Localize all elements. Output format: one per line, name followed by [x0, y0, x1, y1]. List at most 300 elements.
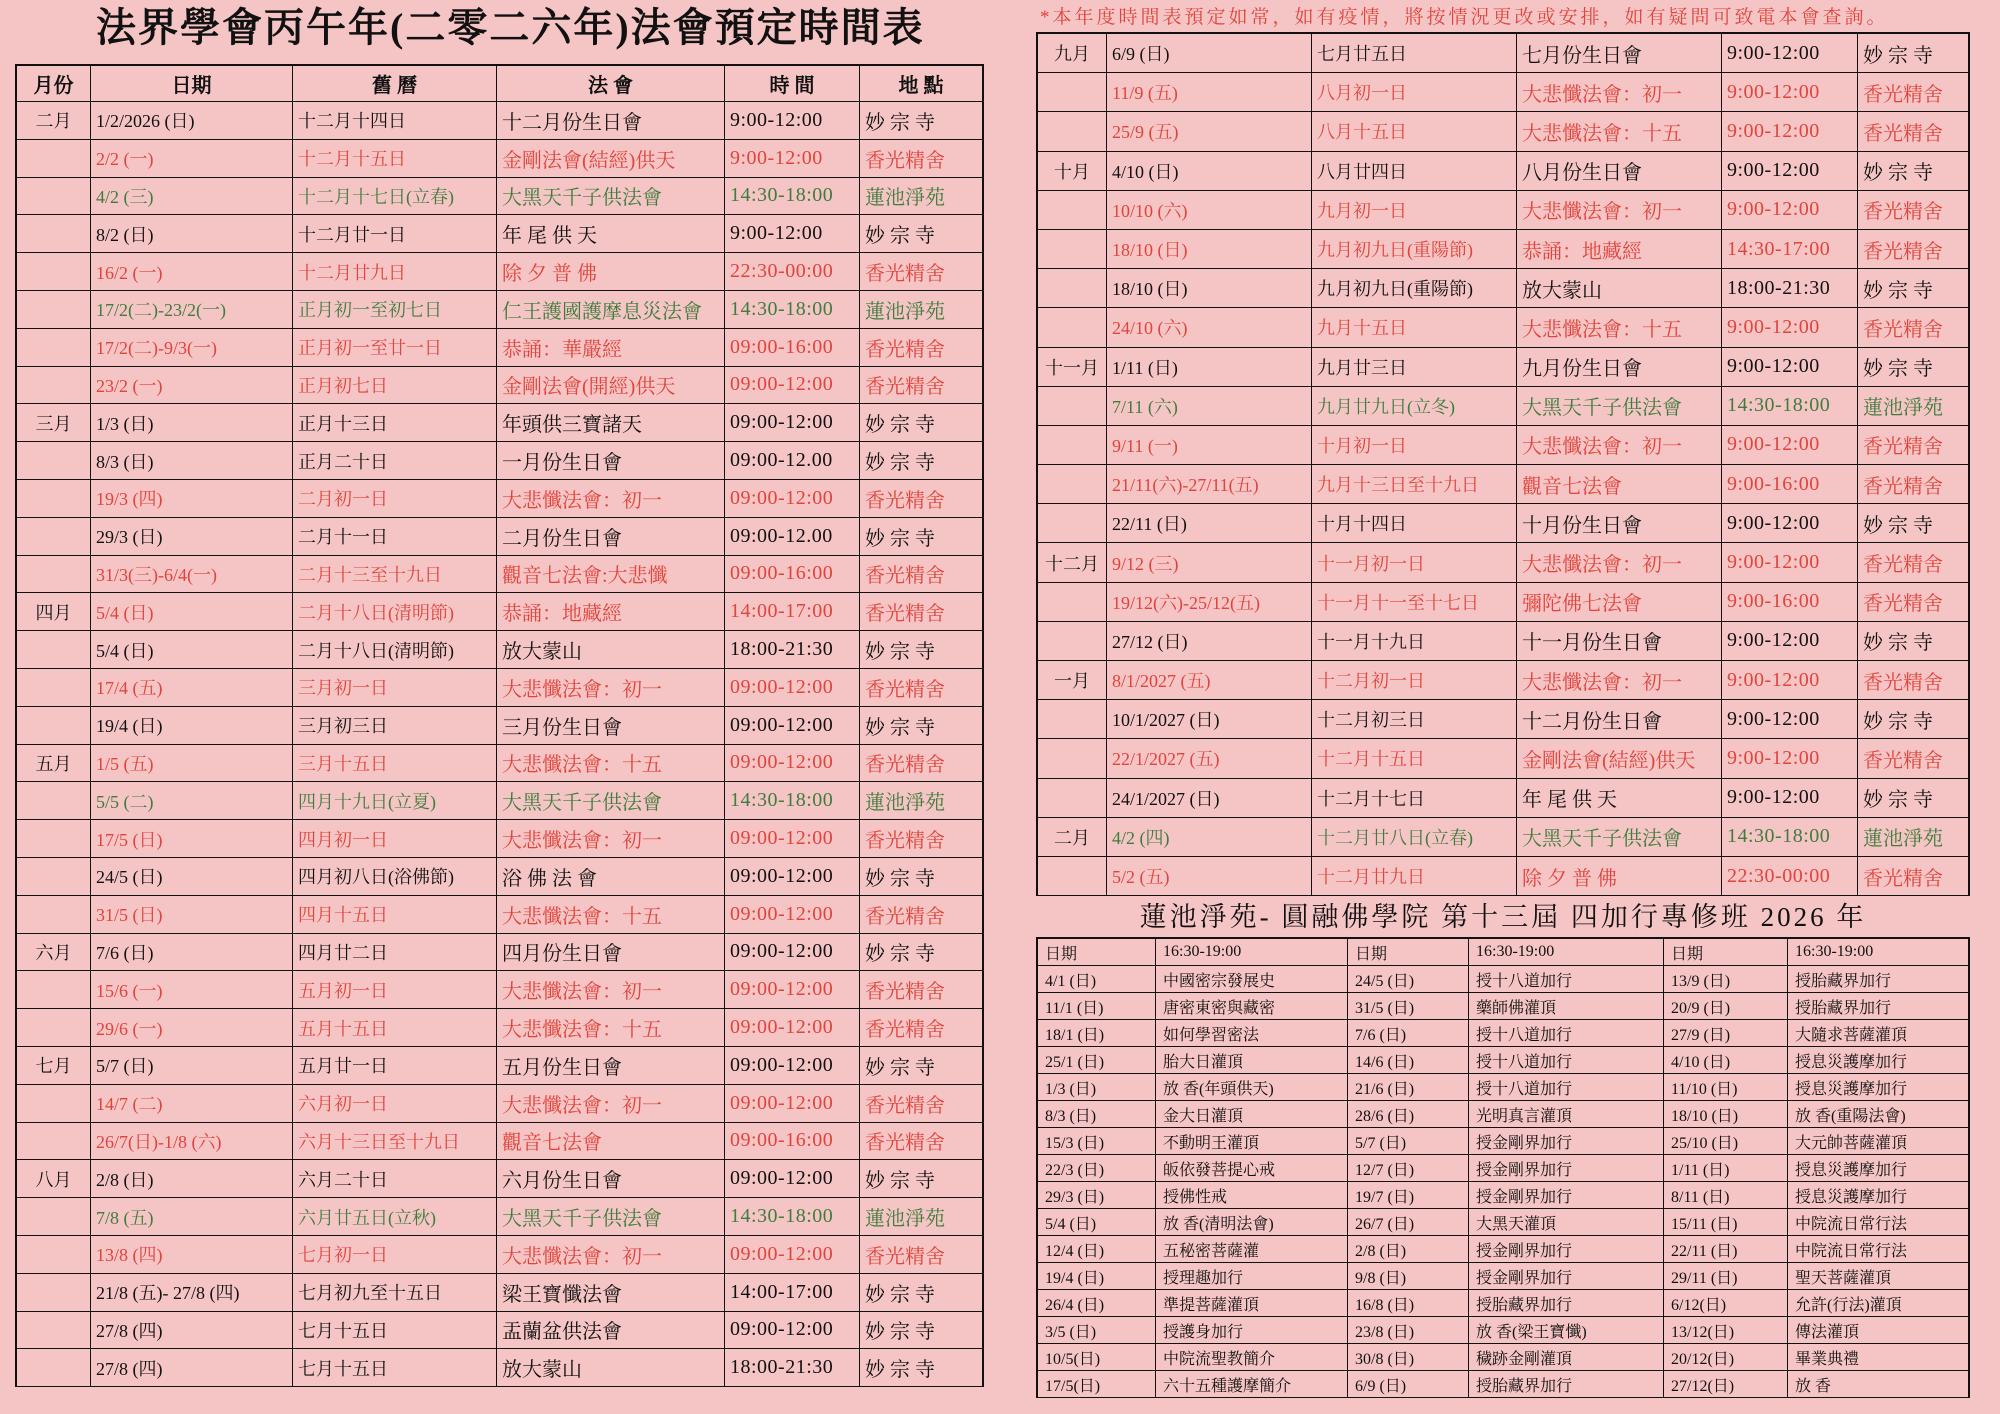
date-cell: 26/7(日)-1/8 (六) [91, 1123, 293, 1161]
course-row [1038, 1074, 1970, 1101]
event-cell: 十一月份生日會 [1517, 622, 1722, 661]
schedule-row [1038, 308, 1970, 347]
course-topic-cell: 穢跡金剛灌頂 [1469, 1344, 1664, 1371]
event-cell: 仁王護國護摩息災法會 [497, 291, 725, 329]
time-cell: 09:00-12:00 [725, 367, 860, 405]
column-header-date: 日期 [1348, 939, 1469, 966]
time-cell: 9:00-12:00 [1722, 152, 1858, 191]
lunar-date-cell: 七月十五日 [293, 1349, 497, 1387]
course-topic-cell: 大隨求菩薩灌頂 [1788, 1020, 1970, 1047]
event-cell: 放大蒙山 [1517, 269, 1722, 308]
month-cell [17, 367, 91, 405]
schedule-row [17, 1123, 984, 1161]
schedule-row [17, 215, 984, 253]
month-cell [17, 707, 91, 745]
date-cell: 19/4 (日) [91, 707, 293, 745]
month-cell [1038, 504, 1107, 543]
course-topic-cell: 授胎藏界加行 [1788, 993, 1970, 1020]
time-cell: 14:30-18:00 [1722, 818, 1858, 857]
date-cell: 27/12 (日) [1107, 622, 1312, 661]
schedule-row [1038, 504, 1970, 543]
course-date-cell: 25/1 (日) [1038, 1047, 1156, 1074]
course-date-cell: 8/11 (日) [1664, 1182, 1788, 1209]
time-cell: 9:00-12:00 [1722, 34, 1858, 73]
venue-cell: 香光精舍 [1858, 73, 1970, 112]
lunar-date-cell: 十二月廿一日 [293, 215, 497, 253]
notice-text: *本年度時間表預定如常，如有疫情，將按情況更改或安排，如有疑問可致電本會查詢。 [1040, 7, 1889, 28]
course-topic-cell: 授胎藏界加行 [1469, 1290, 1664, 1317]
time-cell: 9:00-12:00 [725, 102, 860, 140]
event-cell: 年 尾 供 天 [1517, 779, 1722, 818]
course-header-row [1038, 939, 1970, 966]
lunar-date-cell: 八月廿四日 [1312, 152, 1517, 191]
venue-cell: 香光精舍 [860, 896, 984, 934]
month-cell [1038, 857, 1107, 896]
schedule-row [17, 1085, 984, 1123]
date-cell: 21/8 (五)- 27/8 (四) [91, 1274, 293, 1312]
course-date-cell: 15/3 (日) [1038, 1128, 1156, 1155]
event-cell: 八月份生日會 [1517, 152, 1722, 191]
event-cell: 大悲懺法會：初一 [497, 820, 725, 858]
month-cell [17, 1236, 91, 1274]
event-cell: 除 夕 普 佛 [497, 253, 725, 291]
course-date-cell: 20/9 (日) [1664, 993, 1788, 1020]
date-cell: 10/10 (六) [1107, 191, 1312, 230]
venue-cell: 妙 宗 寺 [1858, 504, 1970, 543]
event-cell: 大悲懺法會：初一 [497, 1085, 725, 1123]
course-topic-cell: 授金剛界加行 [1469, 1263, 1664, 1290]
course-row [1038, 1155, 1970, 1182]
course-topic-cell: 放 香 [1788, 1371, 1970, 1398]
course-date-cell: 5/4 (日) [1038, 1209, 1156, 1236]
schedule-row [17, 1198, 984, 1236]
month-cell [17, 1349, 91, 1387]
schedule-row [17, 556, 984, 594]
course-date-cell: 7/6 (日) [1348, 1020, 1469, 1047]
venue-cell: 香光精舍 [860, 669, 984, 707]
schedule-row [1038, 661, 1970, 700]
lunar-date-cell: 十二月十五日 [293, 140, 497, 178]
lunar-date-cell: 十一月十九日 [1312, 622, 1517, 661]
date-cell: 1/3 (日) [91, 404, 293, 442]
lunar-date-cell: 六月初一日 [293, 1085, 497, 1123]
venue-cell: 香光精舍 [860, 1123, 984, 1161]
lunar-date-cell: 四月初八日(浴佛節) [293, 858, 497, 896]
month-cell [17, 971, 91, 1009]
lunar-date-cell: 十二月廿九日 [293, 253, 497, 291]
course-row [1038, 993, 1970, 1020]
time-cell: 09:00-12:00 [725, 1047, 860, 1085]
date-cell: 25/9 (五) [1107, 112, 1312, 151]
course-date-cell: 4/10 (日) [1664, 1047, 1788, 1074]
course-date-cell: 28/6 (日) [1348, 1101, 1469, 1128]
event-cell: 金剛法會(結經)供天 [497, 140, 725, 178]
venue-cell: 香光精舍 [860, 593, 984, 631]
lunar-date-cell: 二月初一日 [293, 480, 497, 518]
event-cell: 除 夕 普 佛 [1517, 857, 1722, 896]
course-date-cell: 29/3 (日) [1038, 1182, 1156, 1209]
schedule-row [17, 1009, 984, 1047]
course-date-cell: 11/10 (日) [1664, 1074, 1788, 1101]
course-row [1038, 1020, 1970, 1047]
time-cell: 09:00-16:00 [725, 556, 860, 594]
date-cell: 2/2 (一) [91, 140, 293, 178]
lunar-date-cell: 五月十五日 [293, 1009, 497, 1047]
month-cell [17, 1274, 91, 1312]
date-cell: 17/2(二)-23/2(一) [91, 291, 293, 329]
schedule-row [1038, 700, 1970, 739]
month-cell [17, 782, 91, 820]
lunar-date-cell: 正月初一至初七日 [293, 291, 497, 329]
month-cell: 三月 [17, 404, 91, 442]
course-body [1038, 966, 1970, 1398]
course-date-cell: 17/5(日) [1038, 1371, 1156, 1398]
course-date-cell: 22/3 (日) [1038, 1155, 1156, 1182]
event-cell: 五月份生日會 [497, 1047, 725, 1085]
time-cell: 9:00-12:00 [1722, 543, 1858, 582]
schedule-row [17, 140, 984, 178]
schedule-row [1038, 34, 1970, 73]
time-cell: 09:00-12:00 [725, 934, 860, 972]
date-cell: 31/5 (日) [91, 896, 293, 934]
time-cell: 09:00-12.00 [725, 518, 860, 556]
date-cell: 1/2/2026 (日) [91, 102, 293, 140]
date-cell: 10/1/2027 (日) [1107, 700, 1312, 739]
event-cell: 大黑天千子供法會 [1517, 387, 1722, 426]
time-cell: 18:00-21:30 [725, 1349, 860, 1387]
time-cell: 09:00-12:00 [725, 896, 860, 934]
schedule-row [1038, 348, 1970, 387]
lunar-date-cell: 十二月十五日 [1312, 739, 1517, 778]
date-cell: 1/11 (日) [1107, 348, 1312, 387]
time-cell: 14:30-18:00 [1722, 387, 1858, 426]
page-title: 法界學會丙午年(二零二六年)法會預定時間表 [96, 5, 925, 50]
course-topic-cell: 六十五種護摩簡介 [1156, 1371, 1348, 1398]
venue-cell: 香光精舍 [1858, 583, 1970, 622]
time-cell: 14:00-17:00 [725, 593, 860, 631]
course-topic-cell: 授金剛界加行 [1469, 1182, 1664, 1209]
date-cell: 5/2 (五) [1107, 857, 1312, 896]
venue-cell: 香光精舍 [1858, 112, 1970, 151]
course-date-cell: 3/5 (日) [1038, 1317, 1156, 1344]
venue-cell: 香光精舍 [1858, 230, 1970, 269]
lunar-date-cell: 五月初一日 [293, 971, 497, 1009]
column-header-time: 時 間 [725, 66, 860, 102]
course-title: 蓮池淨苑- 圓融佛學院 第十三屆 四加行專修班 2026 年 [1139, 902, 1867, 932]
schedule-row [17, 367, 984, 405]
schedule-row [17, 480, 984, 518]
lunar-date-cell: 十二月初一日 [1312, 661, 1517, 700]
date-cell: 6/9 (日) [1107, 34, 1312, 73]
time-cell: 14:30-18:00 [725, 178, 860, 216]
date-cell: 21/11(六)-27/11(五) [1107, 465, 1312, 504]
venue-cell: 妙 宗 寺 [860, 518, 984, 556]
venue-cell: 香光精舍 [860, 745, 984, 783]
event-cell: 年 尾 供 天 [497, 215, 725, 253]
course-row [1038, 1047, 1970, 1074]
date-cell: 7/11 (六) [1107, 387, 1312, 426]
month-cell: 七月 [17, 1047, 91, 1085]
lunar-date-cell: 四月十九日(立夏) [293, 782, 497, 820]
course-topic-cell: 授理趣加行 [1156, 1263, 1348, 1290]
month-cell [17, 858, 91, 896]
course-topic-cell: 授十八道加行 [1469, 1047, 1664, 1074]
lunar-date-cell: 八月初一日 [1312, 73, 1517, 112]
date-cell: 22/11 (日) [1107, 504, 1312, 543]
lunar-date-cell: 四月廿二日 [293, 934, 497, 972]
event-cell: 觀音七法會 [497, 1123, 725, 1161]
venue-cell: 香光精舍 [860, 971, 984, 1009]
course-row [1038, 1101, 1970, 1128]
month-cell [17, 253, 91, 291]
schedule-row [1038, 465, 1970, 504]
course-row [1038, 1317, 1970, 1344]
schedule-row [1038, 230, 1970, 269]
month-cell [17, 1312, 91, 1350]
time-cell: 9:00-12:00 [1722, 112, 1858, 151]
lunar-date-cell: 十二月十七日(立春) [293, 178, 497, 216]
lunar-date-cell: 二月十八日(清明節) [293, 631, 497, 669]
event-cell: 大悲懺法會：初一 [497, 971, 725, 1009]
event-cell: 大悲懺法會：十五 [1517, 308, 1722, 347]
lunar-date-cell: 十一月初一日 [1312, 543, 1517, 582]
lunar-date-cell: 三月初一日 [293, 669, 497, 707]
time-cell: 9:00-12:00 [1722, 191, 1858, 230]
venue-cell: 香光精舍 [1858, 739, 1970, 778]
date-cell: 5/4 (日) [91, 593, 293, 631]
schedule-row [17, 1349, 984, 1387]
date-cell: 17/4 (五) [91, 669, 293, 707]
lunar-date-cell: 七月廿五日 [1312, 34, 1517, 73]
lunar-date-cell: 九月初九日(重陽節) [1312, 230, 1517, 269]
column-header-date: 日期 [1664, 939, 1788, 966]
venue-cell: 香光精舍 [860, 1009, 984, 1047]
course-date-cell: 10/5(日) [1038, 1344, 1156, 1371]
venue-cell: 妙 宗 寺 [1858, 700, 1970, 739]
schedule-row [17, 1312, 984, 1350]
venue-cell: 妙 宗 寺 [1858, 152, 1970, 191]
course-date-cell: 8/3 (日) [1038, 1101, 1156, 1128]
lunar-date-cell: 六月二十日 [293, 1160, 497, 1198]
lunar-date-cell: 正月初一至廿一日 [293, 329, 497, 367]
month-cell [1038, 387, 1107, 426]
column-header-time: 16:30-19:00 [1469, 939, 1664, 966]
course-date-cell: 6/12(日) [1664, 1290, 1788, 1317]
course-topic-cell: 中院流日常行法 [1788, 1209, 1970, 1236]
course-topic-cell: 皈依發菩提心戒 [1156, 1155, 1348, 1182]
schedule-row [17, 329, 984, 367]
month-cell [17, 1009, 91, 1047]
schedule-row [17, 1047, 984, 1085]
schedule-row [17, 745, 984, 783]
event-cell: 大悲懺法會：十五 [497, 1009, 725, 1047]
course-date-cell: 4/1 (日) [1038, 966, 1156, 993]
course-row [1038, 1236, 1970, 1263]
event-cell: 九月份生日會 [1517, 348, 1722, 387]
time-cell: 9:00-12:00 [1722, 661, 1858, 700]
month-cell: 二月 [1038, 818, 1107, 857]
date-cell: 5/5 (二) [91, 782, 293, 820]
event-cell: 一月份生日會 [497, 442, 725, 480]
time-cell: 9:00-12:00 [725, 140, 860, 178]
venue-cell: 妙 宗 寺 [1858, 779, 1970, 818]
month-cell [1038, 622, 1107, 661]
month-cell: 九月 [1038, 34, 1107, 73]
month-cell [1038, 73, 1107, 112]
lunar-date-cell: 五月廿一日 [293, 1047, 497, 1085]
month-cell [1038, 465, 1107, 504]
lunar-date-cell: 正月初七日 [293, 367, 497, 405]
event-cell: 彌陀佛七法會 [1517, 583, 1722, 622]
event-cell: 金剛法會(結經)供天 [1517, 739, 1722, 778]
date-cell: 18/10 (日) [1107, 230, 1312, 269]
month-cell [1038, 308, 1107, 347]
course-row [1038, 1371, 1970, 1398]
venue-cell: 香光精舍 [860, 329, 984, 367]
course-row [1038, 1182, 1970, 1209]
course-topic-cell: 光明真言灌頂 [1469, 1101, 1664, 1128]
course-date-cell: 19/4 (日) [1038, 1263, 1156, 1290]
course-topic-cell: 傳法灌頂 [1788, 1317, 1970, 1344]
date-cell: 15/6 (一) [91, 971, 293, 1009]
time-cell: 14:00-17:00 [725, 1274, 860, 1312]
time-cell: 9:00-12:00 [1722, 348, 1858, 387]
month-cell: 四月 [17, 593, 91, 631]
date-cell: 16/2 (一) [91, 253, 293, 291]
venue-cell: 妙 宗 寺 [1858, 269, 1970, 308]
venue-cell: 妙 宗 寺 [860, 934, 984, 972]
event-cell: 大悲懺法會：初一 [497, 1236, 725, 1274]
course-date-cell: 1/11 (日) [1664, 1155, 1788, 1182]
event-cell: 年頭供三寶諸天 [497, 404, 725, 442]
event-cell: 放大蒙山 [497, 1349, 725, 1387]
course-topic-cell: 授胎藏界加行 [1469, 1371, 1664, 1398]
month-cell [17, 631, 91, 669]
month-cell [17, 442, 91, 480]
schedule-row [17, 971, 984, 1009]
event-cell: 大黑天千子供法會 [1517, 818, 1722, 857]
column-header-time: 16:30-19:00 [1788, 939, 1970, 966]
course-date-cell: 18/10 (日) [1664, 1101, 1788, 1128]
month-cell [1038, 739, 1107, 778]
schedule-row [1038, 191, 1970, 230]
lunar-date-cell: 七月初一日 [293, 1236, 497, 1274]
course-date-cell: 26/4 (日) [1038, 1290, 1156, 1317]
column-header-date: 日期 [1038, 939, 1156, 966]
lunar-date-cell: 十月十四日 [1312, 504, 1517, 543]
course-row [1038, 1344, 1970, 1371]
schedule-row [17, 1274, 984, 1312]
venue-cell: 香光精舍 [1858, 857, 1970, 896]
time-cell: 18:00-21:30 [725, 631, 860, 669]
venue-cell: 蓮池淨苑 [1858, 818, 1970, 857]
schedule-row [17, 858, 984, 896]
venue-cell: 妙 宗 寺 [860, 102, 984, 140]
schedule-body-right [1038, 34, 1970, 896]
venue-cell: 妙 宗 寺 [860, 631, 984, 669]
course-date-cell: 27/12(日) [1664, 1371, 1788, 1398]
date-cell: 14/7 (二) [91, 1085, 293, 1123]
course-date-cell: 11/1 (日) [1038, 993, 1156, 1020]
schedule-row [1038, 583, 1970, 622]
schedule-row [17, 1160, 984, 1198]
month-cell: 二月 [17, 102, 91, 140]
month-cell: 十月 [1038, 152, 1107, 191]
event-cell: 大悲懺法會：初一 [1517, 191, 1722, 230]
time-cell: 14:30-18:00 [725, 291, 860, 329]
venue-cell: 妙 宗 寺 [860, 1349, 984, 1387]
event-cell: 七月份生日會 [1517, 34, 1722, 73]
time-cell: 09:00-12:00 [725, 480, 860, 518]
event-cell: 大黑天千子供法會 [497, 1198, 725, 1236]
course-topic-cell: 授金剛界加行 [1469, 1236, 1664, 1263]
time-cell: 09:00-12.00 [725, 442, 860, 480]
schedule-row [17, 404, 984, 442]
time-cell: 9:00-12:00 [1722, 779, 1858, 818]
course-date-cell: 13/9 (日) [1664, 966, 1788, 993]
course-topic-cell: 中國密宗發展史 [1156, 966, 1348, 993]
venue-cell: 香光精舍 [860, 480, 984, 518]
date-cell: 2/8 (日) [91, 1160, 293, 1198]
event-cell: 浴 佛 法 會 [497, 858, 725, 896]
course-date-cell: 14/6 (日) [1348, 1047, 1469, 1074]
venue-cell: 妙 宗 寺 [860, 442, 984, 480]
month-cell [17, 329, 91, 367]
time-cell: 09:00-12:00 [725, 971, 860, 1009]
course-date-cell: 23/8 (日) [1348, 1317, 1469, 1344]
course-topic-cell: 放 香(清明法會) [1156, 1209, 1348, 1236]
venue-cell: 香光精舍 [860, 820, 984, 858]
schedule-row [1038, 779, 1970, 818]
lunar-date-cell: 正月十三日 [293, 404, 497, 442]
course-topic-cell: 放 香(梁王寶懺) [1469, 1317, 1664, 1344]
course-topic-cell: 五秘密菩薩灌 [1156, 1236, 1348, 1263]
schedule-row [1038, 269, 1970, 308]
course-date-cell: 27/9 (日) [1664, 1020, 1788, 1047]
course-topic-cell: 授息災護摩加行 [1788, 1182, 1970, 1209]
event-cell: 恭誦：華嚴經 [497, 329, 725, 367]
course-topic-cell: 金大日灌頂 [1156, 1101, 1348, 1128]
time-cell: 14:30-17:00 [1722, 230, 1858, 269]
course-topic-cell: 授金剛界加行 [1469, 1155, 1664, 1182]
time-cell: 09:00-16:00 [725, 329, 860, 367]
venue-cell: 蓮池淨苑 [860, 1198, 984, 1236]
schedule-row [17, 178, 984, 216]
venue-cell: 香光精舍 [860, 253, 984, 291]
course-row [1038, 1128, 1970, 1155]
lunar-date-cell: 二月十一日 [293, 518, 497, 556]
course-topic-cell: 胎大日灌頂 [1156, 1047, 1348, 1074]
time-cell: 9:00-12:00 [1722, 739, 1858, 778]
course-topic-cell: 授金剛界加行 [1469, 1128, 1664, 1155]
course-topic-cell: 授息災護摩加行 [1788, 1047, 1970, 1074]
venue-cell: 香光精舍 [860, 1236, 984, 1274]
course-date-cell: 25/10 (日) [1664, 1128, 1788, 1155]
venue-cell: 妙 宗 寺 [1858, 34, 1970, 73]
time-cell: 09:00-12:00 [725, 858, 860, 896]
month-cell: 十二月 [1038, 543, 1107, 582]
month-cell: 十一月 [1038, 348, 1107, 387]
date-cell: 4/10 (日) [1107, 152, 1312, 191]
month-cell [1038, 230, 1107, 269]
course-topic-cell: 授胎藏界加行 [1788, 966, 1970, 993]
course-date-cell: 18/1 (日) [1038, 1020, 1156, 1047]
event-cell: 大悲懺法會：初一 [497, 669, 725, 707]
lunar-date-cell: 十二月廿九日 [1312, 857, 1517, 896]
venue-cell: 香光精舍 [1858, 465, 1970, 504]
month-cell [1038, 583, 1107, 622]
course-date-cell: 19/7 (日) [1348, 1182, 1469, 1209]
